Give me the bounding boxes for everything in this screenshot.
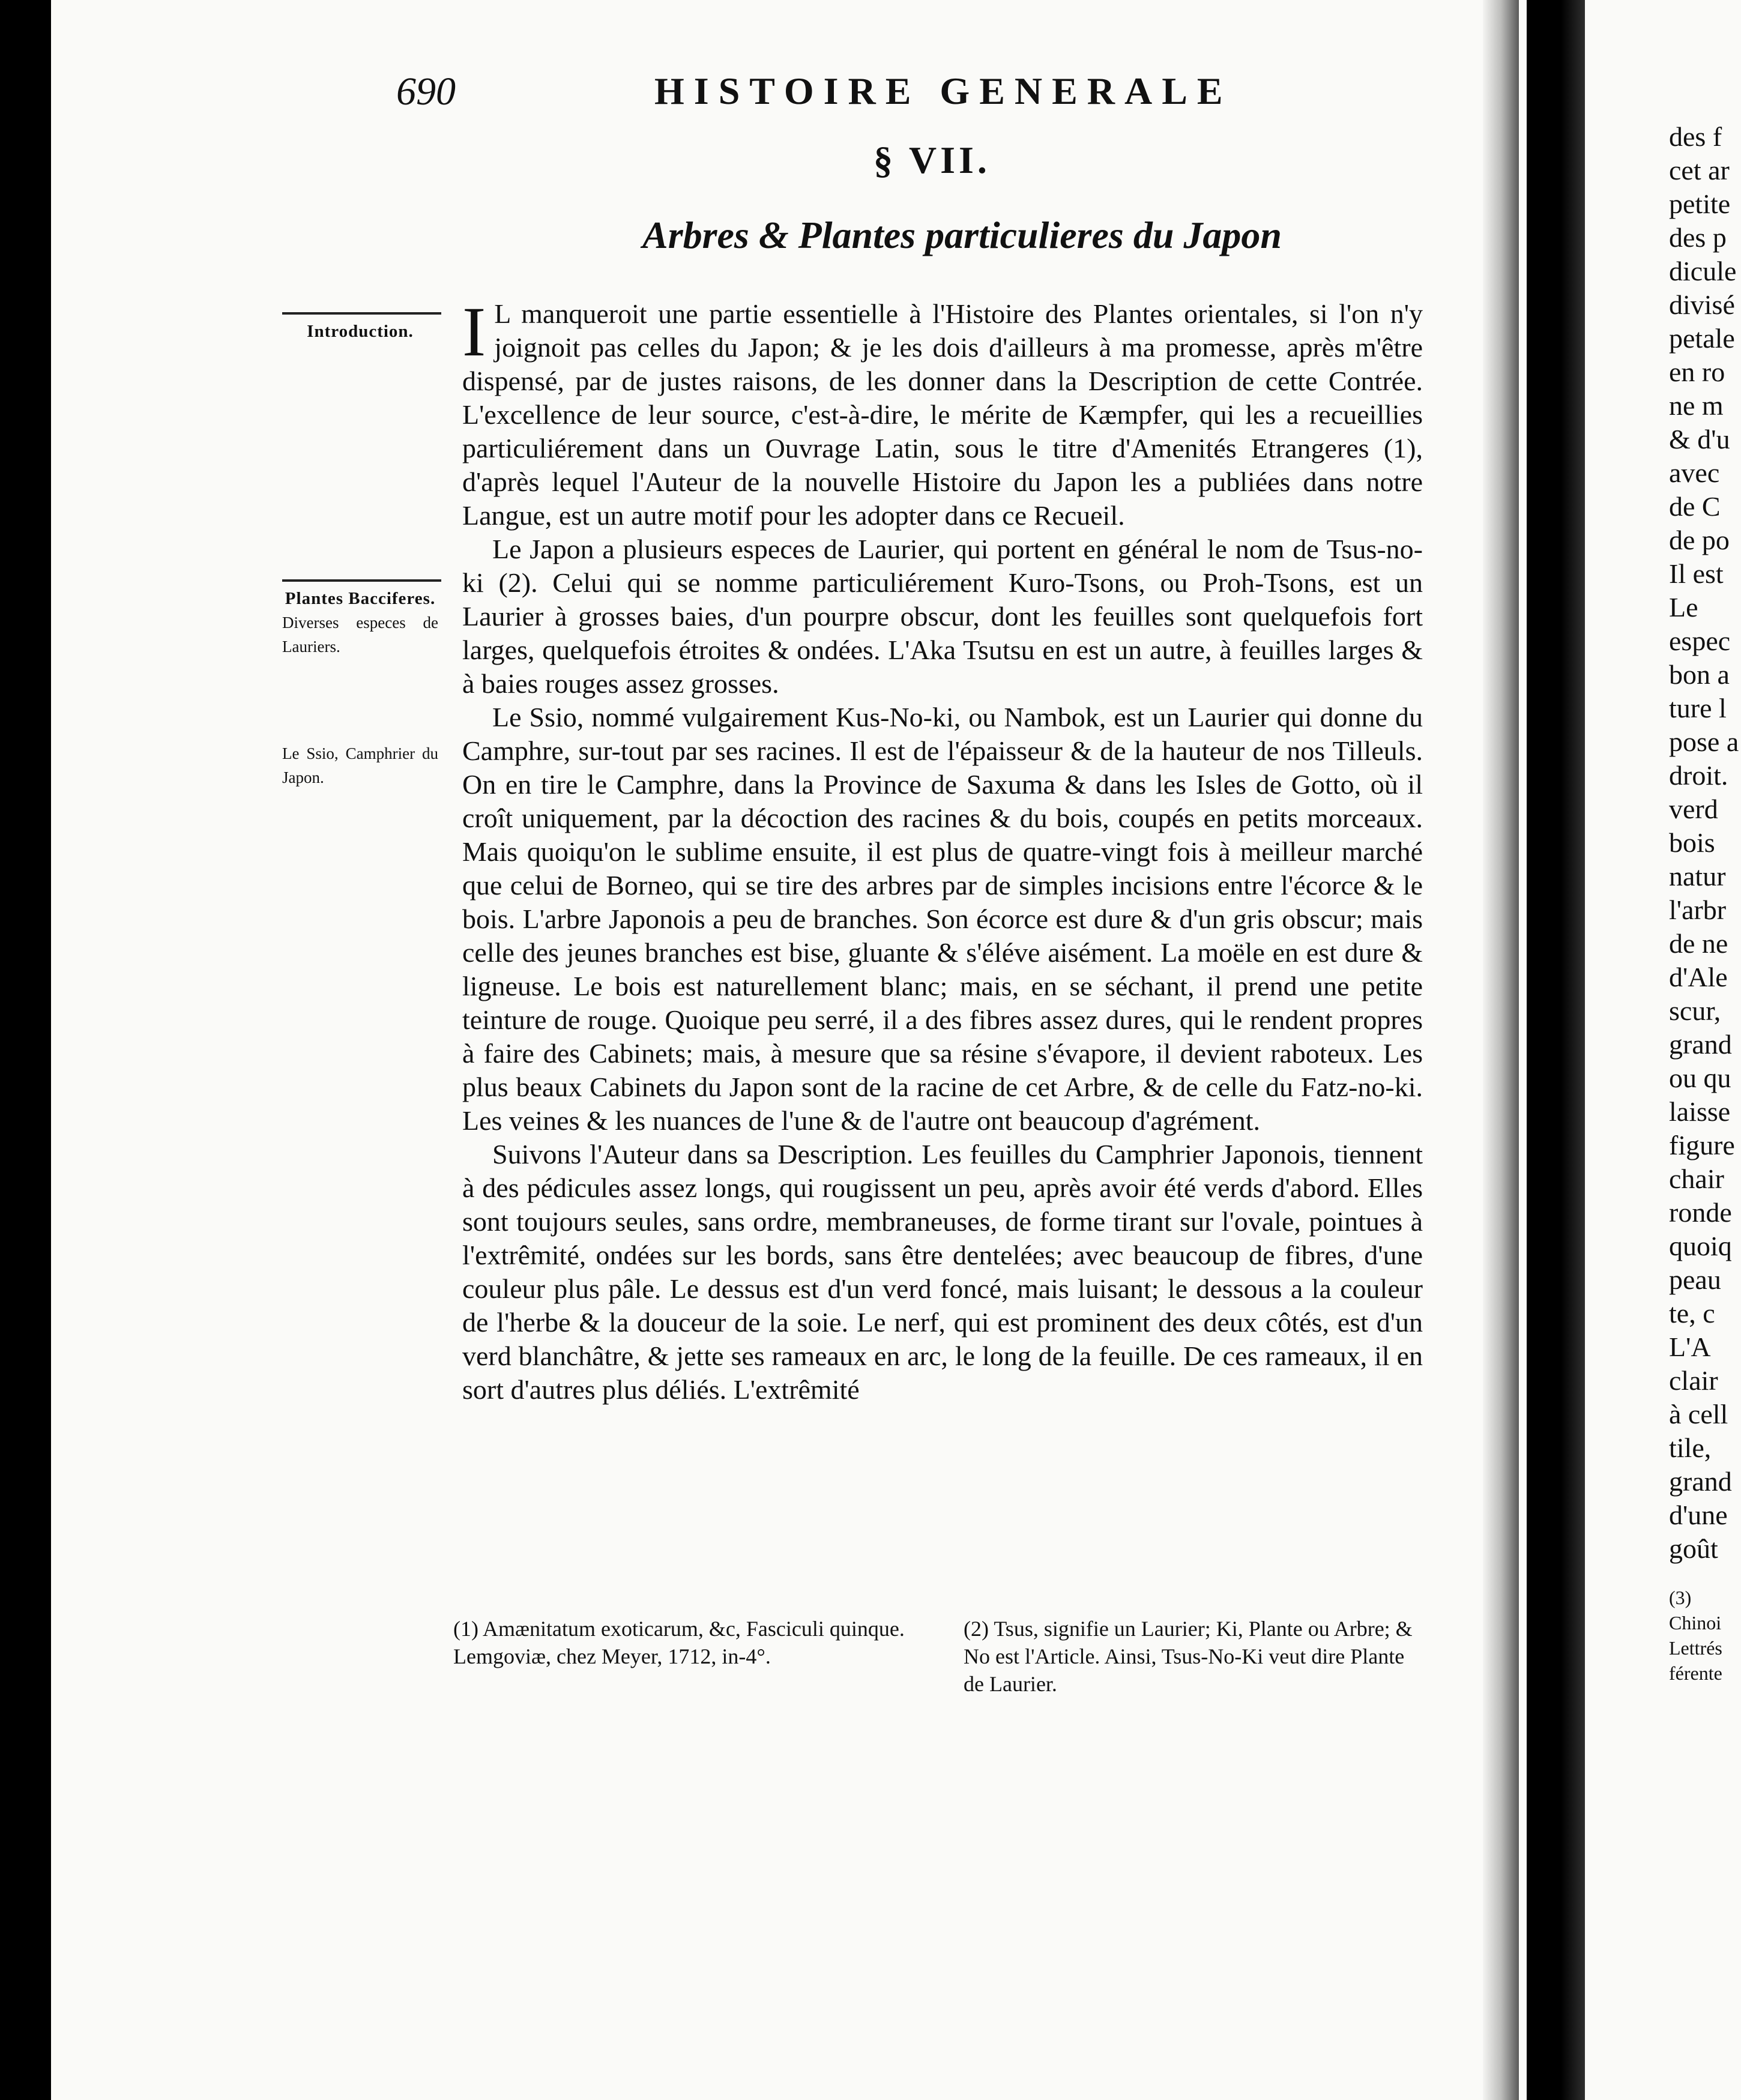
footnote-1: (1) Amænitatum exoticarum, &c, Fasciculi quinque. Lemgoviæ, chez Meyer, 1712, in-4°. <box>453 1617 905 1668</box>
paragraph-1-text: L manqueroit une partie essentielle à l'Histoire des Plantes orientales, si l'on n'y joignoit pas celles du Japon; & je les dois d'ailleurs à ma promesse, après m'être dispensé, par de justes raisons, de les donner dans la Description de cette Contrée. L'excellence de leur source, c'est-à-dire, le mérite de Kæmpfer, qui les a recueillies particuliérement dans un Ouvrage Latin, sous le titre d'Amenités Etrangeres (1), d'après lequel l'Auteur de la nouvelle Histoire du Japon les a publiées dans notre Langue, est un autre motif pour les adopter dans ce Recueil. <box>462 298 1423 531</box>
body-text <box>462 292 1423 1407</box>
right-page-line: petite <box>1669 189 1731 219</box>
margin-note-sub: Le Ssio, Camphrier du Japon. <box>282 744 438 786</box>
right-page-line: grand <box>1669 1029 1732 1060</box>
right-page-line: peau <box>1669 1264 1721 1295</box>
section-title: Arbres & Plantes particulieres du Japon <box>642 214 1282 256</box>
right-page-line: scur, <box>1669 995 1721 1026</box>
right-page-line: en ro <box>1669 357 1725 387</box>
right-page-line: l'arbr <box>1669 895 1727 925</box>
paragraph-3: Le Ssio, nommé vulgairement Kus-No-ki, ou Nambok, est un Laurier qui donne du Camphre, sur-tout par ses racines. Il est de l'épaisseur & de la hauteur de nos Tilleuls. On en tire le Camphre, dans la Province de Saxuma & dans les Isles de Gotto, où il croît uniquement, par la décoction des racines & du bois, coupés en petits morceaux. Mais quoiqu'on le sublime ensuite, il est plus de quatre-vingt fois à meilleur marché que celui de Borneo, qui se tire des arbres par de simples incisions entre l'écorce & le bois. L'arbre Japonois a peu de branches. Son écorce est dure & d'un gris obscur; mais celle des jeunes branches est bise, gluante & s'éléve aisément. La moële en est dure & ligneuse. Le bois est naturellement blanc; mais, en se séchant, il prend une petite teinture de rouge. Quoique peu serré, il a des fibres assez dures, qui le rendent propres à faire des Cabinets; mais, à mesure que sa résine s'évapore, il devient raboteux. Les plus beaux Cabinets du Japon sont de la racine de cet Arbre, & de celle du Fatz-no-ki. Les veines & les nuances de l'une & de l'autre ont beaucoup d'agrément. <box>462 702 1423 1136</box>
paragraph-2: Le Japon a plusieurs especes de Laurier, qui portent en général le nom de Tsus-no-ki (2). Celui qui se nomme particuliérement Kuro-Tsons, ou Proh-Tsons, est un Laurier à grosses baies, d'un pourpre obscur, dont les feuilles sont quelquefois fort larges, quelquefois étroites & ondées. L'Aka Tsutsu en est un autre, à feuilles larges & à baies rouges assez grosses. <box>462 534 1423 699</box>
right-page-line: chair <box>1669 1163 1724 1194</box>
right-page-line: natur <box>1669 861 1726 892</box>
margin-note-text: Plantes Bacciferes. <box>285 589 436 608</box>
running-head: HISTOIRE GENERALE <box>654 70 1233 112</box>
right-page-line: d'Ale <box>1669 962 1728 992</box>
right-page-line: ture l <box>1669 693 1727 723</box>
margin-note-introduction <box>282 312 438 343</box>
right-page-line: d'une <box>1669 1500 1728 1530</box>
margin-note-text: Introduction. <box>307 322 414 341</box>
right-page-line: de po <box>1669 525 1730 555</box>
right-page-line: de ne <box>1669 928 1728 959</box>
margin-note-plantes <box>282 579 438 659</box>
right-page <box>1585 0 1741 2100</box>
right-page-line: petale <box>1669 323 1735 354</box>
paragraph-1 <box>462 292 1423 533</box>
right-page-line: bon a <box>1669 659 1730 690</box>
right-page-line: bois <box>1669 827 1715 858</box>
right-page-line: quoiq <box>1669 1231 1732 1261</box>
footnote-2: (2) Tsus, signifie un Laurier; Ki, Plante ou Arbre; & No est l'Article. Ainsi, Tsus-No-Ki veut dire Plante de Laurier. <box>964 1617 1413 1696</box>
right-page-line: des p <box>1669 222 1727 253</box>
right-page-foot-line: férente <box>1669 1662 1722 1684</box>
drop-cap: I <box>462 292 486 371</box>
right-page-line: ronde <box>1669 1197 1732 1228</box>
right-page-line: goût <box>1669 1533 1718 1564</box>
margin-rule <box>282 312 441 315</box>
right-page-line: Il est <box>1669 558 1724 589</box>
right-page-line: ne m <box>1669 390 1724 421</box>
right-page-line: clair <box>1669 1365 1718 1396</box>
right-page-foot-line: (3) <box>1669 1587 1692 1608</box>
right-page-line: cet ar <box>1669 155 1730 186</box>
right-page-line: des f <box>1669 121 1722 152</box>
page-gutter <box>1483 0 1519 2100</box>
right-page-line: laisse <box>1669 1096 1731 1127</box>
right-page-foot-line: Chinoi <box>1669 1612 1722 1634</box>
right-page-line: tile, <box>1669 1432 1712 1463</box>
margin-rule <box>282 579 441 582</box>
paragraph-4: Suivons l'Auteur dans sa Description. Les feuilles du Camphrier Japonois, tiennent à des pédicules assez longs, qui rougissent un peu, après avoir été verds d'abord. Elles sont toujours seules, sans ordre, membraneuses, de forme tirant sur l'ovale, pointues à l'extrêmité, ondées sur les bords, sans être dentelées; avec beaucoup de fibres, d'une couleur plus pâle. Le dessus est d'un verd foncé, mais luisant; le dessous a la couleur de l'herbe & la douceur de la soie. Le nerf, qui est prominent des deux côtés, est d'un verd blanchâtre, & jette ses rameaux en arc, le long de la feuille. De ces rameaux, il en sort d'autres plus déliés. L'extrêmité <box>462 1139 1423 1405</box>
right-page-line: divisé <box>1669 289 1735 320</box>
right-page-footnote <box>1669 1585 1722 1686</box>
right-page-line: avec <box>1669 457 1720 488</box>
right-page-line: grand <box>1669 1466 1732 1497</box>
section-number: § VII. <box>874 139 991 181</box>
page-header <box>396 63 1273 117</box>
right-page-foot-line: Lettrés <box>1669 1637 1722 1659</box>
right-page-line: de C <box>1669 491 1721 522</box>
right-page-line: pose a <box>1669 726 1739 757</box>
right-page-line: te, c <box>1669 1298 1715 1329</box>
left-page <box>51 0 1527 2100</box>
right-page-line: L'A <box>1669 1332 1711 1362</box>
right-page-line: figure <box>1669 1130 1735 1160</box>
footnotes <box>453 1615 1426 1711</box>
right-page-line: & d'u <box>1669 424 1730 454</box>
right-page-text <box>1669 120 1741 1566</box>
margin-note-ssio <box>282 741 438 789</box>
right-page-line: ou qu <box>1669 1063 1731 1093</box>
right-page-line: verd <box>1669 794 1718 824</box>
right-page-line: à cell <box>1669 1399 1728 1429</box>
right-page-line: Le <box>1669 592 1698 623</box>
right-page-line: espec <box>1669 626 1731 656</box>
right-page-line: dicule <box>1669 256 1737 286</box>
page-number: 690 <box>396 70 456 113</box>
margin-note-sub: Diverses especes de Lauriers. <box>282 614 438 656</box>
right-page-line: droit. <box>1669 760 1728 791</box>
